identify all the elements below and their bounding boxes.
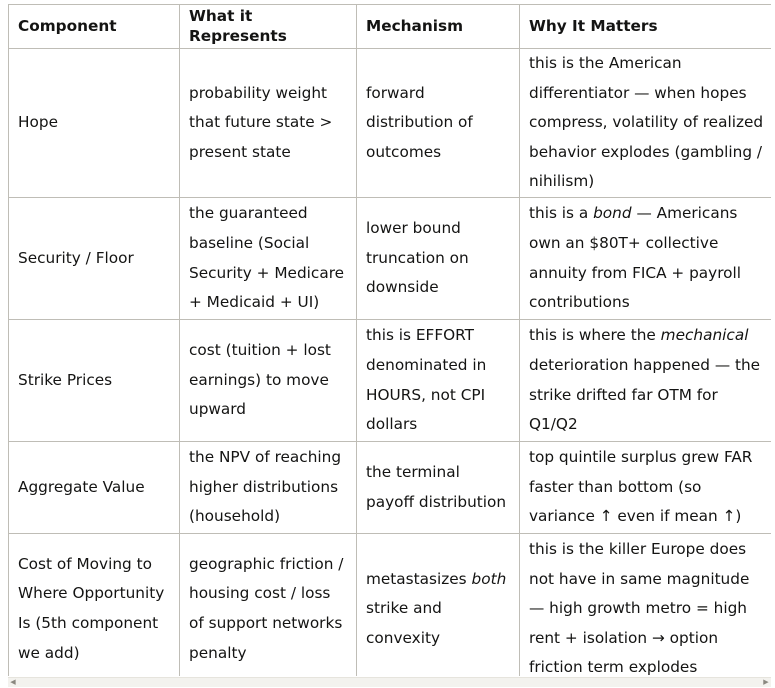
options-table <box>8 4 771 676</box>
horizontal-scrollbar[interactable] <box>8 677 771 687</box>
cell-component: Cost of Moving to Where Opportunity Is (5th component we add) <box>9 534 180 677</box>
header-mechanism: Mechanism <box>357 5 520 49</box>
cell-text: this is where the <box>529 326 661 345</box>
cell-component: Security / Floor <box>9 198 180 320</box>
cell-emphasis: mechanical <box>660 326 749 345</box>
cell-matters <box>520 198 772 320</box>
cell-mechanism: this is EFFORT denominated in HOURS, not CPI dollars <box>357 320 520 442</box>
cell-represents: probability weight that future state > present state <box>180 49 357 198</box>
cell-mechanism: the terminal payoff distribution <box>357 442 520 534</box>
options-table-container <box>8 4 771 676</box>
header-row <box>9 5 772 49</box>
cell-mechanism: forward distribution of outcomes <box>357 49 520 198</box>
cell-matters: top quintile surplus grew FAR faster than bottom (so variance ↑ even if mean ↑) <box>520 442 772 534</box>
arrow-left-icon[interactable]: ◀ <box>10 678 16 686</box>
cell-component: Aggregate Value <box>9 442 180 534</box>
cell-text: deterioration happened — the strike drifted far OTM for Q1/Q2 <box>529 355 761 434</box>
cell-matters: this is the American differentiator — when hopes compress, volatility of realized behavior explodes (gambling / nihilism) <box>520 49 772 198</box>
cell-component: Strike Prices <box>9 320 180 442</box>
table-row <box>9 198 772 320</box>
cell-component: Hope <box>9 49 180 198</box>
cell-text: strike and convexity <box>366 599 442 647</box>
cell-represents: the guaranteed baseline (Social Security + Medicare + Medicaid + UI) <box>180 198 357 320</box>
cell-matters: this is the killer Europe does not have in same magnitude — high growth metro = high rent + isolation → option friction term explodes <box>520 534 772 677</box>
cell-emphasis: bond <box>593 204 632 223</box>
header-why-it-matters: Why It Matters <box>520 5 772 49</box>
cell-represents: geographic friction / housing cost / loss of support networks penalty <box>180 534 357 677</box>
cell-represents: the NPV of reaching higher distributions (household) <box>180 442 357 534</box>
table-row <box>9 320 772 442</box>
header-what-it-represents: What it Represents <box>180 5 357 49</box>
cell-matters <box>520 320 772 442</box>
cell-mechanism: lower bound truncation on downside <box>357 198 520 320</box>
header-component: Component <box>9 5 180 49</box>
cell-text: — Americans own an $80T+ collective annuity from FICA + payroll contributions <box>529 204 742 312</box>
cell-text: this is a <box>529 204 594 223</box>
table-row <box>9 534 772 677</box>
cell-mechanism <box>357 534 520 677</box>
table-row <box>9 49 772 198</box>
cell-emphasis: both <box>471 569 507 588</box>
cell-text: metastasizes <box>366 569 472 588</box>
table-row <box>9 442 772 534</box>
cell-represents: cost (tuition + lost earnings) to move upward <box>180 320 357 442</box>
arrow-right-icon[interactable]: ▶ <box>763 678 769 686</box>
